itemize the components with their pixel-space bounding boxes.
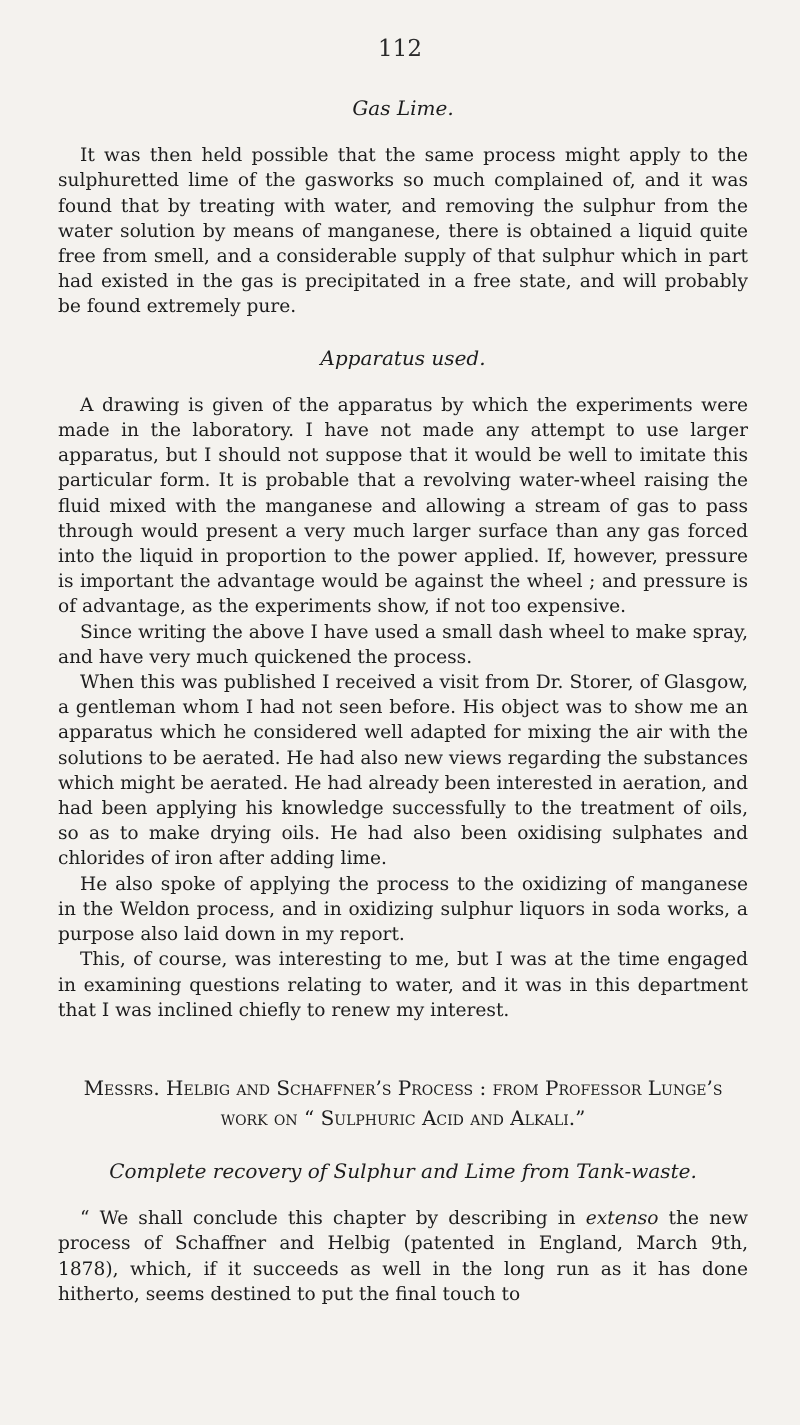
- apparatus-paragraph-5: This, of course, was interesting to me, but I was at the time engaged in examining questions relating to water, and it was in this department that I was inclined chiefly to renew my interest.: [58, 949, 748, 1021]
- page-body: [58, 84, 748, 1307]
- gas-lime-heading: Gas Lime.: [352, 96, 454, 120]
- apparatus-paragraph-1: A drawing is given of the apparatus by which the experiments were made in the laboratory. I have not made any attempt to use larger apparatus, but I should not suppose that it would be well to imitate this particular form. It is probable that a revolving water-wheel raising the fluid mixed with the manganese and allowing a stream of gas to pass through would present a very much larger surface than any gas forced into the liquid in proportion to the power applied. If, however, pressure is important the advantage would be against the wheel ; and pressure is of advantage, as the experiments show, if not too expensive.: [58, 394, 748, 618]
- recovery-paragraph-start: “ We shall conclude this chapter by describing in: [80, 1208, 586, 1230]
- recovery-paragraph: [58, 1206, 748, 1307]
- recovery-paragraph-italic: extenso: [585, 1208, 659, 1230]
- apparatus-heading: Apparatus used.: [320, 345, 486, 370]
- apparatus-paragraph-4: He also spoke of applying the process to the oxidizing of manganese in the Weldon process, and in oxidizing sulphur liquors in soda works, a purpose also laid down in my report.: [58, 873, 748, 946]
- apparatus-paragraph-2: Since writing the above I have used a small dash wheel to make spray, and have very much quickened the process.: [58, 621, 748, 668]
- page-number: 112: [378, 36, 422, 62]
- process-heading: Messrs. Helbig and Schaffner’s Process : from Professor Lunge’s work on “ Sulphuric Acid and Alkali.”: [83, 1075, 723, 1130]
- apparatus-paragraph-3: When this was published I received a visit from Dr. Storer, of Glasgow, a gentleman whom I had not seen before. His object was to show me an apparatus which he considered well adapted for mixing the air with the solutions to be aerated. He had also new views regarding the substances which might be aerated. He had already been interested in aeration, and had been applying his knowledge successfully to the treatment of oils, so as to make drying oils. He had also been oxidising sulphates and chlorides of iron after adding lime.: [58, 672, 748, 870]
- recovery-heading: Complete recovery of Sulphur and Lime from Tank-waste.: [109, 1158, 697, 1183]
- gas-lime-paragraph: It was then held possible that the same process might apply to the sulphuretted lime of the gasworks so much complained of, and it was found that by treating with water, and removing the sulphur from the water solution by means of manganese, there is obtained a liquid quite free from smell, and a considerable supply of that sulphur which in part had existed in the gas is precipitated in a free state, and will probably be found extremely pure.: [58, 145, 748, 318]
- recovery-paragraph-end: the new process of Schaffner and Helbig (patented in England, March 9th, 1878), which, if it succeeds as well in the long run as it has done hitherto, seems destined to put the final touch to: [58, 1208, 748, 1305]
